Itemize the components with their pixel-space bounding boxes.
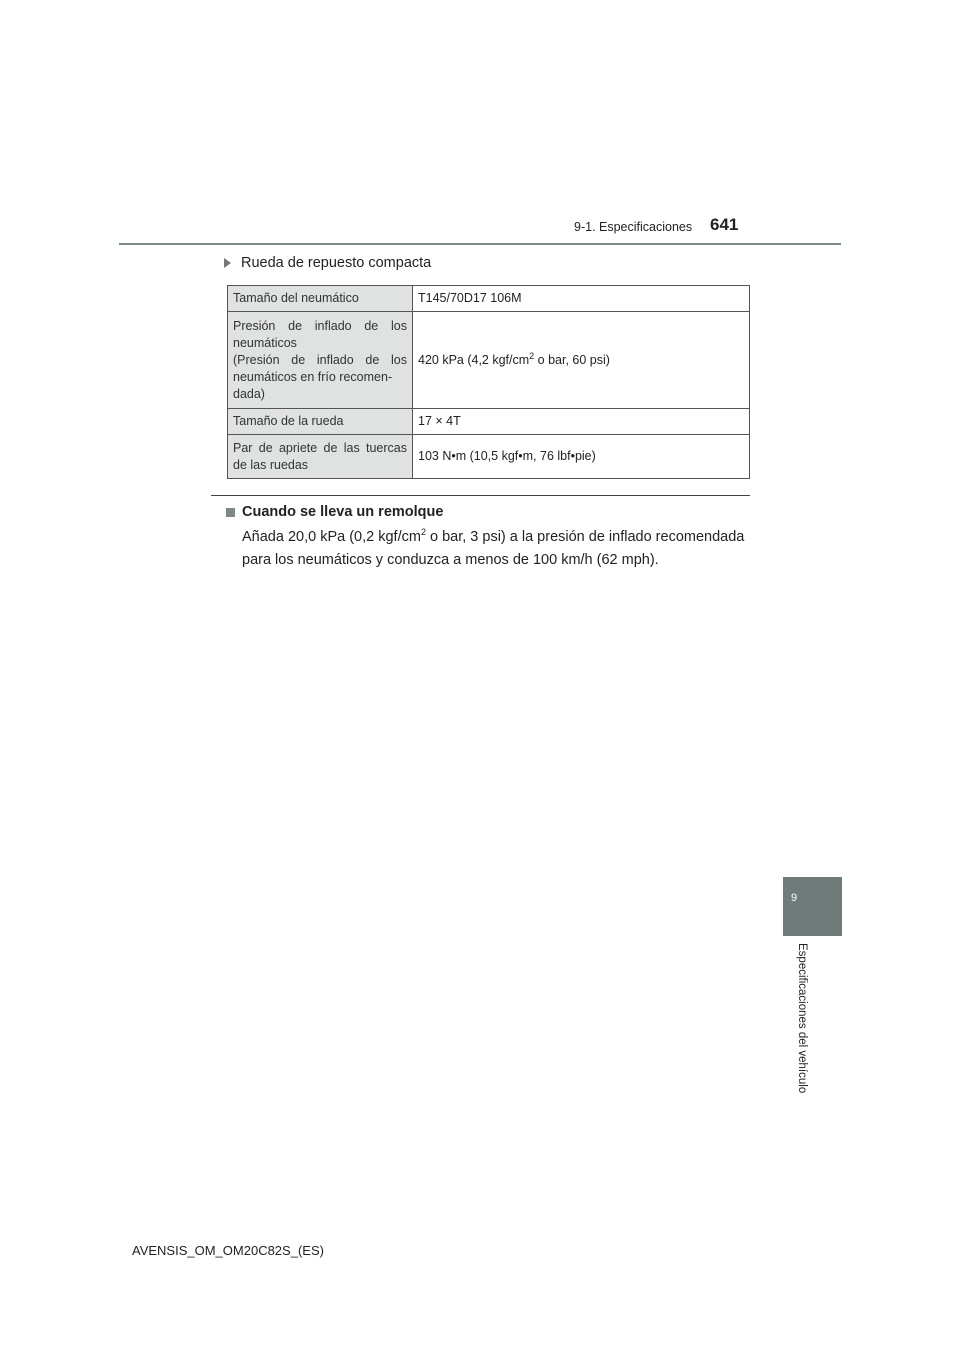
document-code: AVENSIS_OM_OM20C82S_(ES) [132, 1243, 324, 1258]
table-label-cell: Tamaño de la rueda [228, 409, 413, 435]
note-title-text: Cuando se lleva un remolque [242, 504, 444, 520]
note-heading [226, 504, 443, 520]
table-row [228, 286, 750, 312]
label-line: dada) [233, 386, 265, 401]
notes-divider [211, 495, 750, 496]
value-text: 420 kPa (4,2 kgf/cm [418, 352, 530, 367]
table-value-cell [413, 312, 750, 409]
superscript: 2 [529, 350, 535, 361]
chapter-number: 9 [790, 892, 798, 904]
subheading [224, 255, 431, 271]
triangle-bullet-icon [224, 258, 231, 268]
table-value-cell: T145/70D17 106M [413, 286, 750, 312]
table-label-cell [228, 312, 413, 409]
note-text: o bar, 3 psi) a la presión de inflado recomendada para los neumáticos y conduzca a menos de 100 km/h (62 mph). [242, 529, 745, 568]
spec-table [227, 285, 750, 479]
table-label-cell: Tamaño del neumático [228, 286, 413, 312]
table-row [228, 312, 750, 409]
label-line: (Presión de inflado de los neumáticos en frío recomen- [233, 352, 407, 384]
table-value-cell: 103 N•m (10,5 kgf•m, 76 lbf•pie) [413, 435, 750, 479]
value-text: o bar, 60 psi) [534, 352, 610, 367]
section-title: 9-1. Especificaciones [574, 220, 693, 234]
table-label-cell: Par de apriete de las tuercas de las ruedas [228, 435, 413, 479]
square-bullet-icon [226, 508, 235, 517]
subheading-text: Rueda de repuesto compacta [241, 255, 432, 271]
chapter-label: Especificaciones del vehículo [796, 943, 808, 1094]
table-row [228, 409, 750, 435]
chapter-tab [783, 877, 842, 936]
note-text: Añada 20,0 kPa (0,2 kgf/cm [242, 529, 421, 545]
superscript: 2 [420, 527, 426, 538]
table-row [228, 435, 750, 479]
note-body [242, 526, 752, 572]
label-line: Presión de inflado de los neumáticos [233, 318, 407, 350]
page-number: 641 [710, 215, 739, 234]
table-value-cell: 17 × 4T [413, 409, 750, 435]
header-divider [119, 243, 841, 245]
